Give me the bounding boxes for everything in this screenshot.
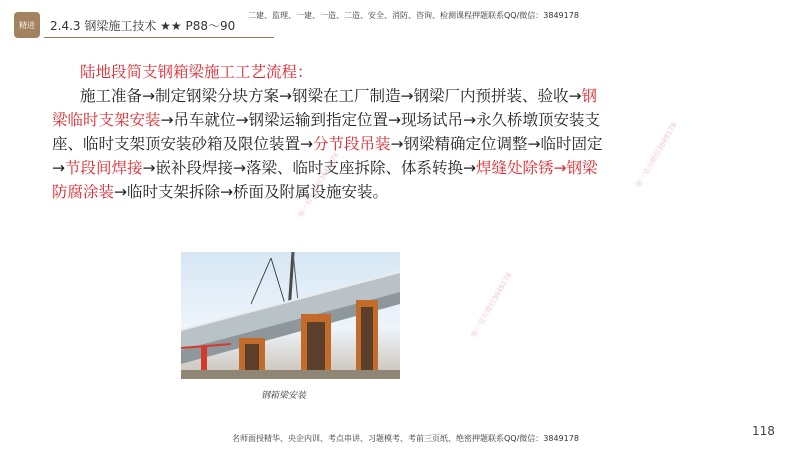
brand-logo: 精进	[14, 12, 40, 38]
process-body	[52, 84, 612, 204]
process-segment: 施工准备→制定钢梁分块方案→钢梁在工厂制造→钢梁厂内预拼装、验收→	[80, 87, 582, 105]
process-segment-highlight: 分节段吊装	[313, 135, 391, 153]
section-title: 2.4.3 钢梁施工技术 ★★ P88～90	[50, 19, 236, 33]
page-number: 118	[752, 424, 775, 438]
bottom-contact-banner: 名师面授精华、央企内训、考点串讲、习题模考、考前三页纸、绝密押题联系QQ/微信：3849178	[232, 434, 579, 443]
process-segment-highlight: 焊缝处除锈→钢梁防腐涂装	[52, 159, 598, 201]
steel-box-girder-photo	[181, 252, 400, 379]
watermark: 唯一官方微信3849178	[469, 271, 514, 339]
process-segment: →临时支架拆除→桥面及附属设施安装。	[114, 183, 388, 201]
process-text-block	[52, 60, 612, 204]
watermark: 唯一官方微信3849178	[634, 121, 679, 189]
girder-illustration	[181, 252, 400, 379]
process-segment: →钢梁精确定位调整→临时固定→	[52, 135, 603, 177]
watermark: 唯一官方微信3849178	[296, 151, 341, 219]
process-segment: →嵌补段焊接→落梁、临时支座拆除、体系转换→	[142, 159, 476, 177]
top-contact-banner: 二建、监理、一建、一造、二造、安全、消防、咨询、检测课程押题联系QQ/微信：3849178	[248, 11, 579, 20]
header-divider	[44, 37, 274, 38]
figure-caption: 钢箱梁安装	[261, 391, 307, 401]
process-segment-highlight: 钢梁临时支架安装	[52, 87, 597, 129]
process-heading: 陆地段简支钢箱梁施工工艺流程：	[80, 63, 313, 81]
process-segment-highlight: 节段间焊接	[65, 159, 143, 177]
process-segment: →吊车就位→钢梁运输到指定位置→现场试吊→永久桥墩顶安装支座、临时支架顶安装砂箱及限位装置→	[52, 111, 600, 153]
